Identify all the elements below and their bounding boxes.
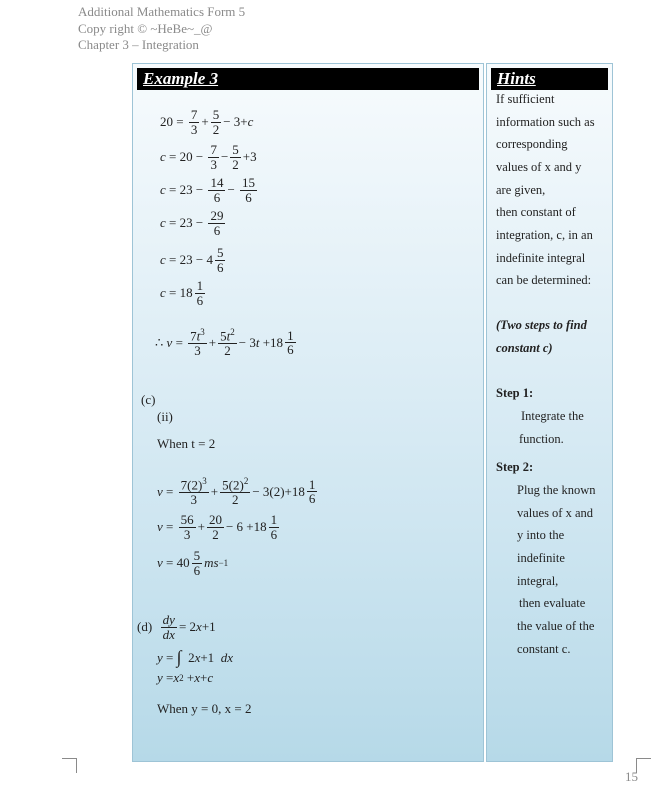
hint-step-1-label: Step 1:	[496, 386, 534, 400]
example-panel	[132, 63, 484, 762]
hint-line: values of x and	[517, 506, 594, 520]
document-header	[78, 4, 245, 54]
part-label-d: (d)	[137, 619, 153, 635]
page-corner-mark	[62, 758, 77, 773]
hint-line: integral,	[517, 574, 559, 588]
equation-line: v = $7(2)^3$ 3 + $5(2)^2$ 2 − 3(2)+18 1 6	[157, 476, 316, 507]
hint-line: can be determined:	[496, 273, 592, 287]
equation-line: 20 = 7 3 + 5 2 − 3+ c	[160, 107, 254, 137]
hint-line: y into the	[517, 528, 565, 542]
hint-line: information such as	[496, 115, 595, 129]
part-label-c: (c)	[141, 392, 156, 407]
equation-line: (d) dy dx = 2 x +1	[137, 612, 216, 642]
hint-line: integration, c, in an	[496, 228, 593, 242]
equation-line: c = 18 1 6	[160, 278, 204, 308]
hint-line: Integrate the	[521, 409, 584, 423]
header-chapter: Chapter 3 – Integration	[78, 37, 199, 52]
hint-line: function.	[519, 432, 564, 446]
hint-line: are given,	[496, 183, 546, 197]
page-corner-mark	[636, 758, 651, 773]
hint-line: corresponding	[496, 137, 568, 151]
condition-y-x: When y = 0, x = 2	[157, 701, 252, 716]
hint-line: the value of the	[517, 619, 595, 633]
hints-title: Hints	[491, 68, 608, 90]
hint-note: (Two steps to find	[496, 318, 587, 332]
subpart-label-ii: (ii)	[157, 409, 173, 424]
hints-panel	[486, 63, 613, 762]
equation-line: c = 23 − 14 6 − 15 6	[160, 175, 256, 205]
hint-line: then evaluate	[519, 596, 586, 610]
header-copyright: Copy right © ~HeBe~_@	[78, 20, 213, 36]
equation-line: y = ∫ 2 x +1 dx	[157, 647, 233, 667]
equation-line: c = 20 − 7 3 − 5 2 +3	[160, 142, 257, 172]
hint-note: constant c)	[496, 341, 553, 355]
equation-line: y = x 2 + x + c	[157, 670, 214, 685]
equation-line: c = 23 − 29 6	[160, 208, 224, 238]
hint-line: values of x and y	[496, 160, 582, 174]
hint-line: Plug the known	[517, 483, 596, 497]
hint-line: indefinite integral	[496, 251, 586, 265]
equation-line: v = 56 3 + 20 2 − 6 +18 1 6	[157, 512, 278, 542]
hint-step-2-label: Step 2:	[496, 460, 534, 474]
condition-t: When t = 2	[157, 436, 216, 451]
hint-line: If sufficient	[496, 92, 555, 106]
hint-line: then constant of	[496, 205, 576, 219]
equation-line: c = 23 − 4 5 6	[160, 245, 224, 275]
equation-line: v = 40 5 6 ms −1	[157, 548, 229, 578]
hint-line: indefinite	[517, 551, 565, 565]
hint-line: constant c.	[517, 642, 571, 656]
example-title: Example 3	[137, 68, 479, 90]
equation-line: ∴ v = $7t^3$ 3 + $5t^2$ 2 − 3 t +18 1 6	[155, 327, 294, 358]
header-subject: Additional Mathematics Form 5	[78, 4, 246, 19]
page-number: 15	[625, 769, 638, 784]
